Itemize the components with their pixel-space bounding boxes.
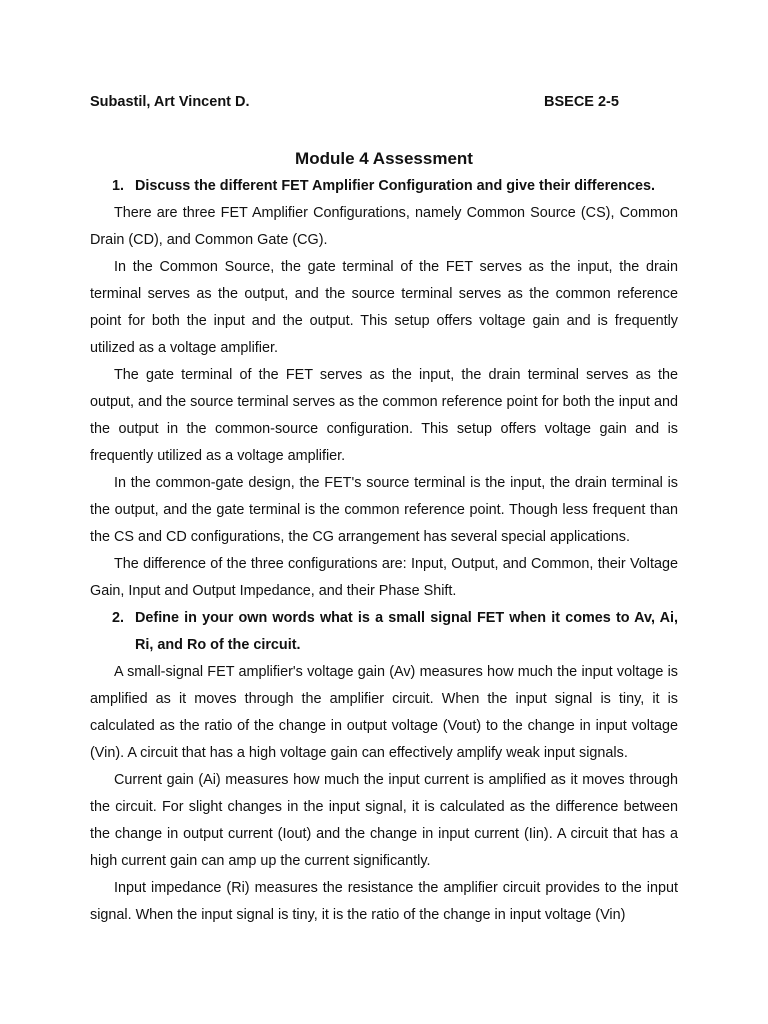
question-number: 2. [112,610,125,626]
question-2 [90,605,678,659]
answer-paragraph: The gate terminal of the FET serves as the input, the drain terminal serves as the output, and the source terminal serves as the common reference point for both the input and the output in the common-source configuration. This setup offers voltage gain and is frequently utilized as a voltage amplifier. [90,367,678,464]
document-title: Module 4 Assessment [295,149,473,168]
answer-paragraph: In the Common Source, the gate terminal of the FET serves as the input, the drain terminal serves as the output, and the source terminal serves as the common reference point for both the input and the output. This setup offers voltage gain and is frequently utilized as a voltage amplifier. [90,259,678,356]
student-section: BSECE 2-5 [544,94,619,110]
answer-paragraph: Current gain (Ai) measures how much the input current is amplified as it moves through the circuit. For slight changes in the input signal, it is calculated as the difference between the change in output current (Iout) and the change in input current (Iin). A circuit that has a high current gain can amp up the current significantly. [90,772,678,869]
question-number: 1. [112,178,125,194]
student-name: Subastil, Art Vincent D. [90,94,250,110]
answer-paragraph: The difference of the three configurations are: Input, Output, and Common, their Voltage Gain, Input and Output Impedance, and their Phase Shift. [90,556,678,599]
question-text: Discuss the different FET Amplifier Configuration and give their differences. [135,178,656,194]
question-text: Define in your own words what is a small signal FET when it comes to Av, Ai, Ri, and Ro of the circuit. [135,610,678,653]
answer-paragraph: A small-signal FET amplifier's voltage gain (Av) measures how much the input voltage is amplified as it moves through the amplifier circuit. When the input signal is tiny, it is calculated as the ratio of the change in output voltage (Vout) to the change in input voltage (Vin). A circuit that has a high voltage gain can effectively amplify weak input signals. [90,664,678,761]
document-header [90,90,678,114]
answer-paragraph: There are three FET Amplifier Configurations, namely Common Source (CS), Common Drain (CD), and Common Gate (CG). [90,205,678,248]
answer-paragraph: Input impedance (Ri) measures the resistance the amplifier circuit provides to the input signal. When the input signal is tiny, it is the ratio of the change in input voltage (Vin) [90,880,678,923]
question-1 [90,173,678,200]
answer-paragraph: In the common-gate design, the FET's source terminal is the input, the drain terminal is the output, and the gate terminal is the common reference point. Though less frequent than the CS and CD configurations, the CG arrangement has several special applications. [90,475,678,545]
document-page [90,90,678,929]
document-body [90,173,678,929]
